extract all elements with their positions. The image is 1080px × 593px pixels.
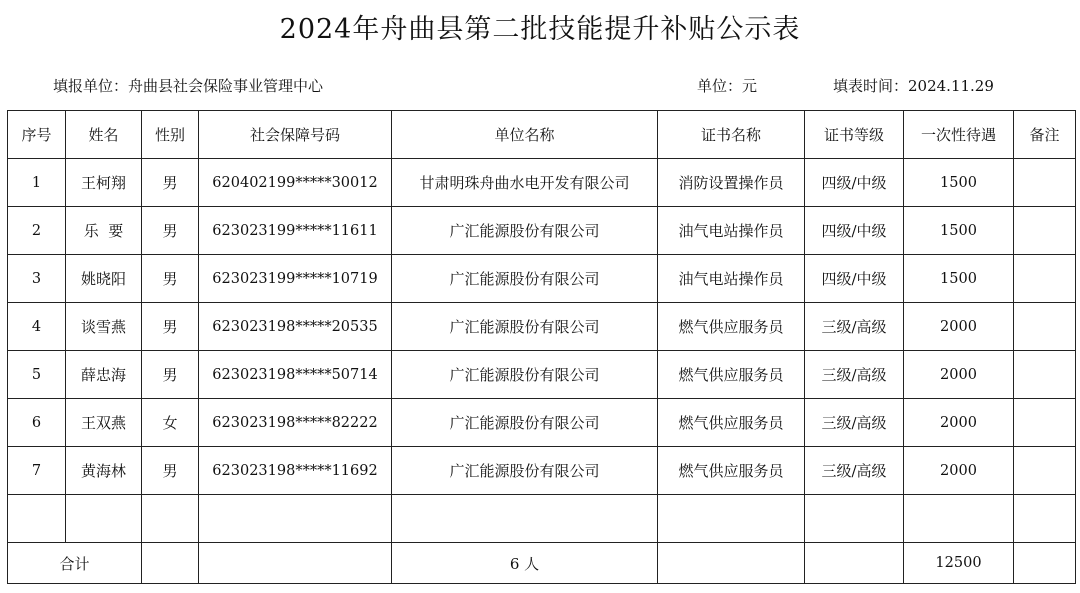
table-row (8, 303, 1076, 351)
cell-gender: 男 (142, 159, 199, 207)
cell-amount: 1500 (904, 159, 1014, 207)
table-row (8, 159, 1076, 207)
empty-cell (142, 543, 199, 584)
cell-amount: 2000 (904, 399, 1014, 447)
cell-note (1014, 447, 1076, 495)
cell-note (1014, 159, 1076, 207)
empty-cell (805, 495, 904, 543)
cell-company: 广汇能源股份有限公司 (392, 303, 658, 351)
empty-cell (1014, 495, 1076, 543)
header-name: 姓名 (66, 111, 142, 159)
empty-row (8, 495, 1076, 543)
cell-company: 广汇能源股份有限公司 (392, 207, 658, 255)
cell-no: 7 (8, 447, 66, 495)
empty-cell (199, 543, 392, 584)
cell-cert: 燃气供应服务员 (658, 351, 805, 399)
table-row (8, 447, 1076, 495)
empty-cell (904, 495, 1014, 543)
cell-level: 三级/高级 (805, 351, 904, 399)
cell-cert: 油气电站操作员 (658, 255, 805, 303)
empty-cell (199, 495, 392, 543)
cell-ssn: 623023198*****82222 (199, 399, 392, 447)
cell-amount: 1500 (904, 255, 1014, 303)
cell-amount: 2000 (904, 447, 1014, 495)
header-company: 单位名称 (392, 111, 658, 159)
cell-name: 姚晓阳 (66, 255, 142, 303)
empty-cell (142, 495, 199, 543)
cell-cert: 燃气供应服务员 (658, 399, 805, 447)
reporting-unit: 填报单位：舟曲县社会保险事业管理中心 (53, 77, 324, 95)
cell-level: 三级/高级 (805, 447, 904, 495)
empty-cell (1014, 543, 1076, 584)
table-row (8, 207, 1076, 255)
table-header (8, 111, 1076, 159)
header-note: 备注 (1014, 111, 1076, 159)
cell-company: 广汇能源股份有限公司 (392, 447, 658, 495)
empty-cell (805, 543, 904, 584)
header-level: 证书等级 (805, 111, 904, 159)
total-label: 合计 (8, 543, 142, 584)
cell-ssn: 623023198*****50714 (199, 351, 392, 399)
empty-cell (66, 495, 142, 543)
header-gender: 性别 (142, 111, 199, 159)
total-count: 6 人 (392, 543, 658, 584)
header-no: 序号 (8, 111, 66, 159)
header-ssn: 社会保障号码 (199, 111, 392, 159)
cell-ssn: 623023199*****11611 (199, 207, 392, 255)
cell-cert: 消防设置操作员 (658, 159, 805, 207)
cell-level: 三级/高级 (805, 303, 904, 351)
cell-amount: 2000 (904, 303, 1014, 351)
cell-name: 王双燕 (66, 399, 142, 447)
total-amount: 12500 (904, 543, 1014, 584)
total-row (8, 543, 1076, 584)
cell-note (1014, 399, 1076, 447)
table-row (8, 399, 1076, 447)
cell-gender: 女 (142, 399, 199, 447)
cell-amount: 1500 (904, 207, 1014, 255)
cell-no: 3 (8, 255, 66, 303)
cell-cert: 燃气供应服务员 (658, 303, 805, 351)
cell-company: 广汇能源股份有限公司 (392, 255, 658, 303)
cell-name: 黄海林 (66, 447, 142, 495)
fill-date: 填表时间：2024.11.29 (833, 77, 994, 95)
table-row (8, 255, 1076, 303)
empty-cell (658, 543, 805, 584)
cell-company: 广汇能源股份有限公司 (392, 399, 658, 447)
cell-cert: 燃气供应服务员 (658, 447, 805, 495)
cell-company: 广汇能源股份有限公司 (392, 351, 658, 399)
cell-ssn: 623023199*****10719 (199, 255, 392, 303)
subsidy-table (7, 110, 1076, 584)
cell-note (1014, 351, 1076, 399)
header-amount: 一次性待遇 (904, 111, 1014, 159)
cell-gender: 男 (142, 255, 199, 303)
cell-name: 薛忠海 (66, 351, 142, 399)
cell-ssn: 623023198*****20535 (199, 303, 392, 351)
cell-gender: 男 (142, 303, 199, 351)
empty-cell (8, 495, 66, 543)
cell-level: 四级/中级 (805, 255, 904, 303)
cell-name: 乐 要 (66, 207, 142, 255)
cell-gender: 男 (142, 351, 199, 399)
cell-ssn: 623023198*****11692 (199, 447, 392, 495)
cell-ssn: 620402199*****30012 (199, 159, 392, 207)
cell-level: 四级/中级 (805, 207, 904, 255)
page-title: 2024年舟曲县第二批技能提升补贴公示表 (279, 14, 801, 45)
cell-name: 王柯翔 (66, 159, 142, 207)
cell-name: 谈雪燕 (66, 303, 142, 351)
cell-no: 6 (8, 399, 66, 447)
cell-note (1014, 255, 1076, 303)
cell-gender: 男 (142, 447, 199, 495)
cell-no: 5 (8, 351, 66, 399)
cell-level: 四级/中级 (805, 159, 904, 207)
cell-amount: 2000 (904, 351, 1014, 399)
cell-cert: 油气电站操作员 (658, 207, 805, 255)
cell-note (1014, 207, 1076, 255)
table-row (8, 351, 1076, 399)
cell-no: 4 (8, 303, 66, 351)
header-cert: 证书名称 (658, 111, 805, 159)
currency-unit: 单位：元 (697, 77, 758, 95)
cell-note (1014, 303, 1076, 351)
cell-no: 1 (8, 159, 66, 207)
empty-cell (658, 495, 805, 543)
cell-level: 三级/高级 (805, 399, 904, 447)
cell-gender: 男 (142, 207, 199, 255)
cell-company: 甘肃明珠舟曲水电开发有限公司 (392, 159, 658, 207)
empty-cell (392, 495, 658, 543)
cell-no: 2 (8, 207, 66, 255)
